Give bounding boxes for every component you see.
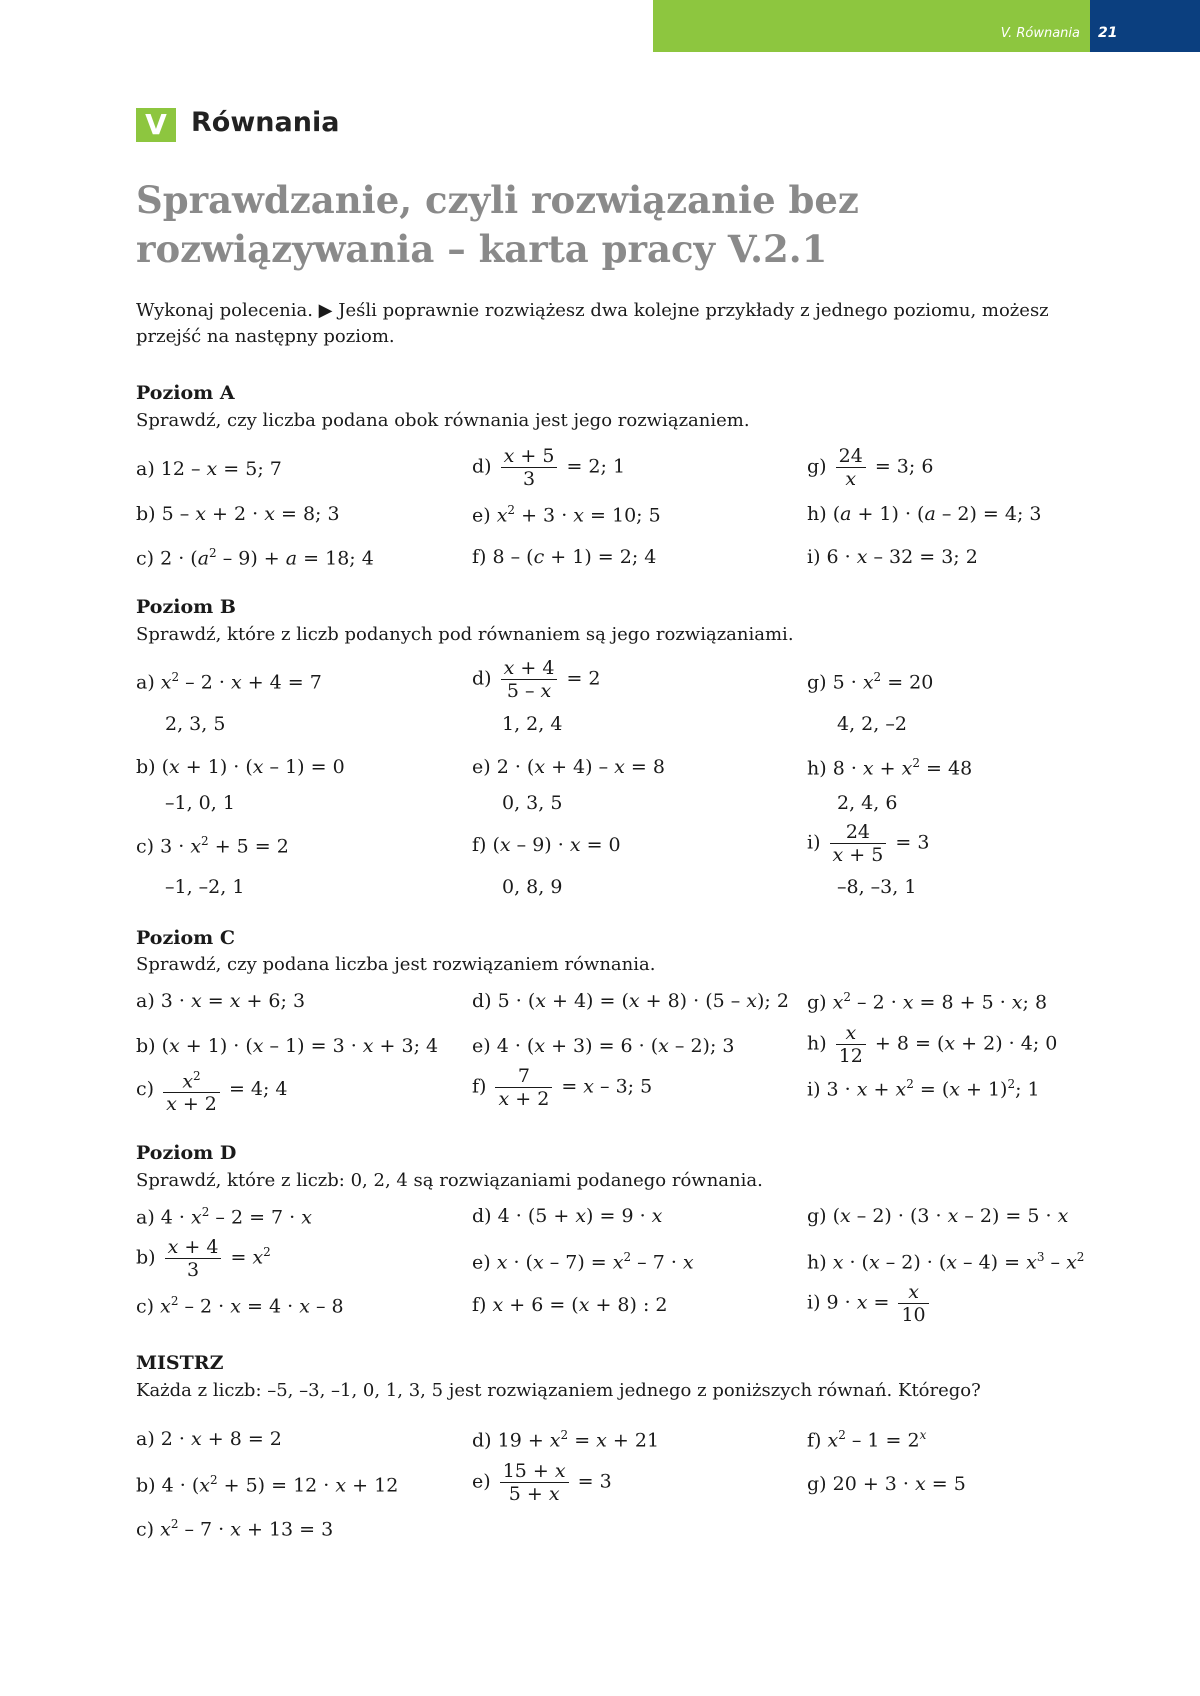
level-b-item-h: h) $8 \cdot x + x^2 = 48$ bbox=[807, 756, 973, 780]
intro-text: Wykonaj polecenia. ▶ Jeśli poprawnie rozwiążesz dwa kolejne przykłady z jednego poziomu, możesz przejść na następny poziom. bbox=[136, 300, 1049, 347]
level-a-item-g: g) $\frac{24}{x}$ = 3; 6 bbox=[807, 445, 934, 490]
level-b-candidates-f: 0, 8, 9 bbox=[502, 876, 563, 898]
level-c-item-i: i) $3 \cdot x + x^2 = (x + 1)^2$; 1 bbox=[807, 1077, 1040, 1101]
level-c-item-b: b) (x + 1) · (x – 1) = 3 · x + 3; 4 bbox=[136, 1035, 439, 1057]
level-a-item-h: h) (a + 1) · (a – 2) = 4; 3 bbox=[807, 503, 1042, 525]
mistrz-item-e: e) $\frac{15 + x}{5 + x}$ = 3 bbox=[472, 1460, 612, 1505]
level-d-item-a: a) $4 \cdot x^2 - 2 = 7 \cdot x$ bbox=[136, 1205, 312, 1229]
level-b-item-e: e) 2 · (x + 4) – x = 8 bbox=[472, 756, 665, 778]
level-d-item-b: b) $\frac{x + 4}{3}$ = $x^2$ bbox=[136, 1236, 271, 1281]
chapter-title: Równania bbox=[191, 107, 340, 138]
level-a-instruction: Sprawdź, czy liczba podana obok równania jest jego rozwiązaniem. bbox=[136, 410, 750, 431]
level-a-item-c: c) $2 \cdot (a^2 - 9) + a = 18$; 4 bbox=[136, 546, 374, 570]
mistrz-item-b: b) $4 \cdot (x^2 + 5) = 12 \cdot x + 12$ bbox=[136, 1473, 399, 1497]
level-d-item-e: e) $x \cdot (x - 7) = x^2 - 7 \cdot x$ bbox=[472, 1250, 694, 1274]
level-d-item-d: d) 4 · (5 + x) = 9 · x bbox=[472, 1205, 663, 1227]
level-b-item-a: a) $x^2 - 2 \cdot x + 4 = 7$ bbox=[136, 670, 322, 694]
level-b-item-f: f) (x – 9) · x = 0 bbox=[472, 834, 621, 856]
level-b-item-d: d) $\frac{x + 4}{5 - x}$ = 2 bbox=[472, 657, 601, 702]
level-c-item-c: c) $\frac{x^2}{x + 2}$ = 4; 4 bbox=[136, 1065, 288, 1115]
level-b-candidates-e: 0, 3, 5 bbox=[502, 792, 563, 814]
level-a-heading: Poziom A bbox=[136, 382, 235, 404]
level-c-item-a: a) 3 · x = x + 6; 3 bbox=[136, 990, 306, 1012]
level-c-item-h: h) $\frac{x}{12}$ + 8 = (x + 2) · 4; 0 bbox=[807, 1022, 1058, 1067]
level-b-item-g: g) $5 \cdot x^2 = 20$ bbox=[807, 670, 934, 694]
header-bar-green bbox=[653, 0, 1090, 52]
level-b-heading: Poziom B bbox=[136, 596, 236, 618]
level-d-heading: Poziom D bbox=[136, 1142, 237, 1164]
level-c-item-e: e) 4 · (x + 3) = 6 · (x – 2); 3 bbox=[472, 1035, 735, 1057]
mistrz-item-d: d) $19 + x^2 = x + 21$ bbox=[472, 1428, 660, 1452]
mistrz-item-f: f) $x^2 - 1 = 2^x$ bbox=[807, 1428, 927, 1452]
running-header-chapter: V. Równania bbox=[1000, 26, 1080, 41]
mistrz-heading: MISTRZ bbox=[136, 1352, 224, 1374]
level-b-item-b: b) (x + 1) · (x – 1) = 0 bbox=[136, 756, 345, 778]
level-b-candidates-i: –8, –3, 1 bbox=[837, 876, 917, 898]
mistrz-instruction: Każda z liczb: –5, –3, –1, 0, 1, 3, 5 jest rozwiązaniem jednego z poniższych równań. Którego? bbox=[136, 1380, 981, 1401]
level-b-candidates-g: 4, 2, –2 bbox=[837, 713, 907, 735]
level-d-instruction: Sprawdź, które z liczb: 0, 2, 4 są rozwiązaniami podanego równania. bbox=[136, 1170, 763, 1191]
level-c-item-d: d) 5 · (x + 4) = (x + 8) · (5 – x); 2 bbox=[472, 990, 789, 1012]
level-c-heading: Poziom C bbox=[136, 927, 235, 949]
level-b-item-c: c) $3 \cdot x^2 + 5 = 2$ bbox=[136, 834, 289, 858]
level-c-item-g: g) $x^2 - 2 \cdot x = 8 + 5 \cdot x$; 8 bbox=[807, 990, 1048, 1014]
level-a-item-e: e) $x^2 + 3 \cdot x = 10$; 5 bbox=[472, 503, 661, 527]
level-c-item-f: f) $\frac{7}{x + 2}$ = x – 3; 5 bbox=[472, 1065, 653, 1110]
level-d-item-g: g) (x – 2) · (3 · x – 2) = 5 · x bbox=[807, 1205, 1069, 1227]
level-a-item-d: d) $\frac{x + 5}{3}$ = 2; 1 bbox=[472, 445, 626, 490]
level-c-instruction: Sprawdź, czy podana liczba jest rozwiązaniem równania. bbox=[136, 954, 656, 975]
level-d-item-c: c) $x^2 - 2 \cdot x = 4 \cdot x - 8$ bbox=[136, 1294, 344, 1318]
level-d-item-i: i) 9 · x = $\frac{x}{10}$ bbox=[807, 1281, 932, 1326]
page-title: Sprawdzanie, czyli rozwiązanie bez rozwiązywania – karta pracy V.2.1 bbox=[136, 178, 859, 271]
mistrz-item-c: c) $x^2 - 7 \cdot x + 13 = 3$ bbox=[136, 1517, 334, 1541]
level-b-candidates-a: 2, 3, 5 bbox=[165, 713, 226, 735]
level-b-candidates-c: –1, –2, 1 bbox=[165, 876, 245, 898]
chapter-badge: V bbox=[136, 108, 176, 142]
level-b-item-i: i) $\frac{24}{x + 5}$ = 3 bbox=[807, 821, 930, 866]
level-b-instruction: Sprawdź, które z liczb podanych pod równaniem są jego rozwiązaniami. bbox=[136, 624, 794, 645]
level-b-candidates-d: 1, 2, 4 bbox=[502, 713, 563, 735]
level-b-candidates-b: –1, 0, 1 bbox=[165, 792, 235, 814]
mistrz-item-a: a) 2 · x + 8 = 2 bbox=[136, 1428, 282, 1450]
level-a-item-f: f) 8 – (c + 1) = 2; 4 bbox=[472, 546, 657, 568]
mistrz-item-g: g) 20 + 3 · x = 5 bbox=[807, 1473, 966, 1495]
level-d-item-h: h) $x \cdot (x - 2) \cdot (x - 4) = x^3 - x^2$ bbox=[807, 1250, 1085, 1274]
level-a-item-i: i) 6 · x – 32 = 3; 2 bbox=[807, 546, 978, 568]
level-a-item-b: b) 5 – x + 2 · x = 8; 3 bbox=[136, 503, 340, 525]
level-b-candidates-h: 2, 4, 6 bbox=[837, 792, 898, 814]
level-d-item-f: f) x + 6 = (x + 8) : 2 bbox=[472, 1294, 668, 1316]
level-a-item-a: a) 12 – x = 5; 7 bbox=[136, 458, 282, 480]
header-bar-blue bbox=[1090, 0, 1200, 52]
page-number: 21 bbox=[1098, 25, 1118, 41]
